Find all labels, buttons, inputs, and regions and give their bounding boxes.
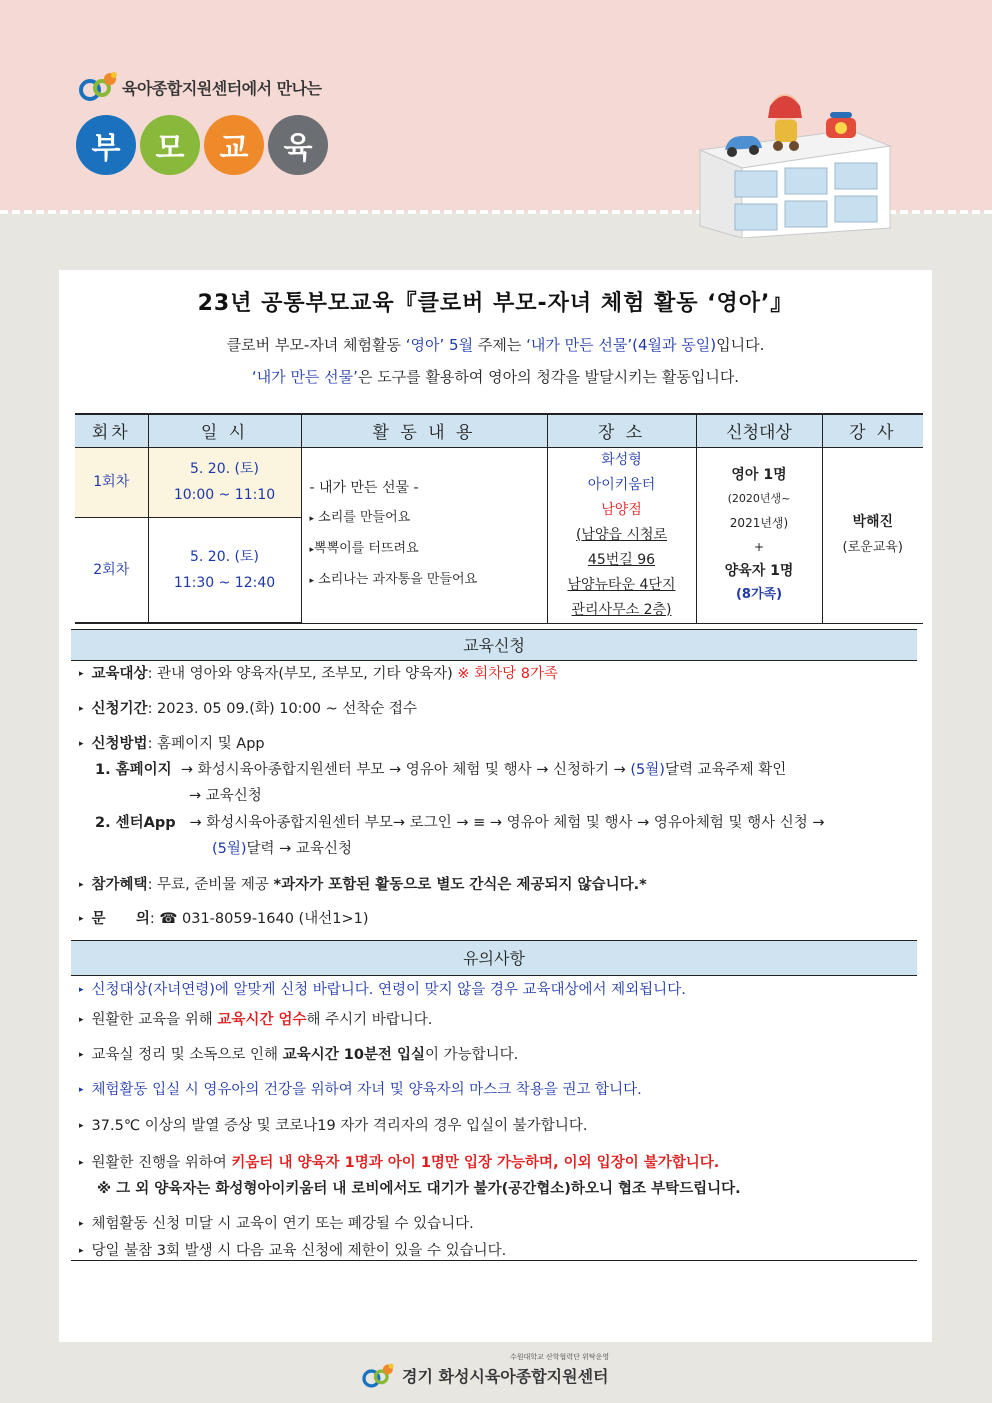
place-address: 관리사무소 2층): [571, 601, 672, 618]
footer: [360, 1352, 640, 1392]
title-char-4: 육: [268, 115, 328, 175]
footer-org-name: 경기 화성시육아종합지원센터: [402, 1367, 609, 1386]
datetime-cell: [148, 518, 301, 623]
col-header-instructor: 강 사: [822, 414, 923, 447]
list-item: ▸ 체험활동 신청 미달 시 교육이 연기 또는 폐강될 수 있습니다.: [79, 1216, 474, 1232]
col-header-place: 장 소: [547, 414, 696, 447]
list-item: ▸ 원활한 교육을 위해 교육시간 엄수해 주시기 바랍니다.: [79, 1012, 433, 1028]
title-char-1: 부: [76, 115, 136, 175]
intro-highlight: ‘내가 만든 선물’: [251, 368, 358, 386]
list-item: ▸ 교육대상: 관내 영아와 양육자(부모, 조부모, 기타 양육자) ※ 회차당 8가족: [79, 666, 559, 682]
method-web: 1. 홈페이지 → 화성시육아종합지원센터 부모 → 영유아 체험 및 행사 → 신청하기 → (5월)달력 교육주제 확인: [95, 762, 787, 778]
intro-text: 주제는: [473, 336, 527, 354]
target-birth: (2020년생~: [727, 492, 791, 505]
session-date: 5. 20. (토): [190, 461, 259, 478]
target-parent: 양육자 1명: [724, 563, 794, 579]
place-name: 아이키움터: [587, 476, 656, 493]
datetime-cell: [148, 447, 301, 518]
intro-highlight: ‘내가 만든 선물’(4월과 동일): [526, 336, 717, 354]
instructor-org: (로운교육): [842, 540, 903, 555]
round-cell: 2회차: [75, 518, 148, 623]
place-address: 남양뉴타운 4단지: [567, 576, 676, 593]
intro-text: 입니다.: [716, 336, 765, 354]
session-time: 11:30 ~ 12:40: [173, 575, 276, 592]
title-char-3: 교: [204, 115, 264, 175]
list-item: ▸ 참가혜택: 무료, 준비물 제공 *과자가 포함된 활동으로 별도 간식은 제공되지 않습니다.*: [79, 877, 647, 893]
target-birth: 2021년생): [729, 516, 789, 530]
intro-line-1: [59, 334, 932, 355]
place-address: (남양읍 시청로: [575, 526, 668, 543]
center-logo: [78, 70, 322, 104]
table-header-row: [75, 414, 923, 447]
list-item: ▸ 당일 불참 3회 발생 시 다음 교육 신청에 제한이 있을 수 있습니다.: [79, 1243, 507, 1259]
list-item: ▸ 원활한 진행을 위하여 키움터 내 양육자 1명과 아이 1명만 입장 가능하며, 이외 입장이 불가합니다.: [79, 1155, 720, 1171]
target-child: 영아 1명: [731, 467, 787, 483]
application-heading: 교육신청: [71, 629, 917, 661]
session-date: 5. 20. (토): [190, 549, 259, 566]
activity-item: ▸뽁뽁이를 터뜨려요: [309, 541, 419, 556]
document-card: [59, 270, 932, 1342]
intro-text: 클로버 부모-자녀 체험활동: [226, 336, 406, 354]
list-item: ▸ 교육실 정리 및 소독으로 인해 교육시간 10분전 입실이 가능합니다.: [79, 1047, 519, 1063]
activity-item: ▸ 소리나는 과자통을 만들어요: [309, 572, 478, 587]
toy-shelf-illustration: [690, 88, 900, 238]
activity-item: ▸ 소리를 만들어요: [309, 510, 411, 525]
list-item: ▸ 문 의: ☎ 031-8059-1640 (내선1>1): [79, 911, 369, 927]
target-cell: [696, 447, 822, 623]
activity-cell: [301, 447, 547, 623]
instructor-name: 박해진: [852, 514, 894, 530]
col-header-datetime: 일 시: [148, 414, 301, 447]
activity-title: - 내가 만든 선물 -: [309, 480, 419, 496]
list-item: ▸ 체험활동 입실 시 영유아의 건강을 위하여 자녀 및 양육자의 마스크 착용을 권고 합니다.: [79, 1082, 642, 1098]
notices-heading: 유의사항: [71, 940, 917, 976]
instructor-cell: [822, 447, 923, 623]
page-title: 23년 공통부모교육『클로버 부모-자녀 체험 활동 ‘영아’』: [197, 291, 794, 316]
place-cell: [547, 447, 696, 623]
place-name: 화성형: [601, 451, 642, 468]
header-subtitle: 육아종합지원센터에서 만나는: [122, 78, 322, 98]
notices-end-rule: [71, 1260, 917, 1261]
method-app: 2. 센터App → 화성시육아종합지원센터 부모→ 로그인 → ≡ → 영유아 체험 및 행사 → 영유아체험 및 행사 신청 →: [95, 815, 825, 831]
target-family: (8가족): [735, 587, 783, 602]
target-plus: +: [753, 540, 765, 554]
col-header-target: 신청대상: [696, 414, 822, 447]
list-item: ▸ 37.5℃ 이상의 발열 증상 및 코로나19 자가 격리자의 경우 입실이 불가합니다.: [79, 1118, 588, 1134]
table-row: [75, 447, 923, 518]
schedule-table: [75, 413, 923, 624]
round-cell: 1회차: [75, 447, 148, 518]
list-item: ▸ 신청대상(자녀연령)에 알맞게 신청 바랍니다. 연령이 맞지 않을 경우 교육대상에서 제외됩니다.: [79, 982, 686, 998]
method-app-cont: (5월)달력 → 교육신청: [212, 841, 352, 857]
footer-operator: 수원대학교 산학협력단 위탁운영: [510, 1353, 610, 1361]
list-item: ▸ 신청기간: 2023. 05 09.(화) 10:00 ~ 선착순 접수: [79, 701, 418, 717]
intro-highlight: ‘영아’ 5월: [405, 336, 474, 354]
place-address: 45번길 96: [587, 551, 656, 568]
intro-text: 은 도구를 활용하여 영아의 청각을 발달시키는 활동입니다.: [357, 368, 740, 386]
session-time: 10:00 ~ 11:10: [173, 487, 276, 504]
list-item: ▸ 신청방법: 홈페이지 및 App: [79, 736, 265, 752]
center-logo-icon: [78, 70, 118, 104]
title-char-2: 모: [140, 115, 200, 175]
method-web-cont: → 교육신청: [189, 788, 262, 804]
header-title: [76, 115, 328, 175]
place-branch: 남양점: [601, 501, 642, 518]
intro-line-2: [59, 366, 932, 387]
notice-note: ※ 그 외 양육자는 화성형아이키움터 내 로비에서도 대기가 불가(공간협소)하오니 협조 부탁드립니다.: [97, 1181, 741, 1197]
col-header-activity: 활 동 내 용: [301, 414, 547, 447]
col-header-round: 회차: [75, 414, 148, 447]
footer-logo-icon: [360, 1362, 396, 1390]
